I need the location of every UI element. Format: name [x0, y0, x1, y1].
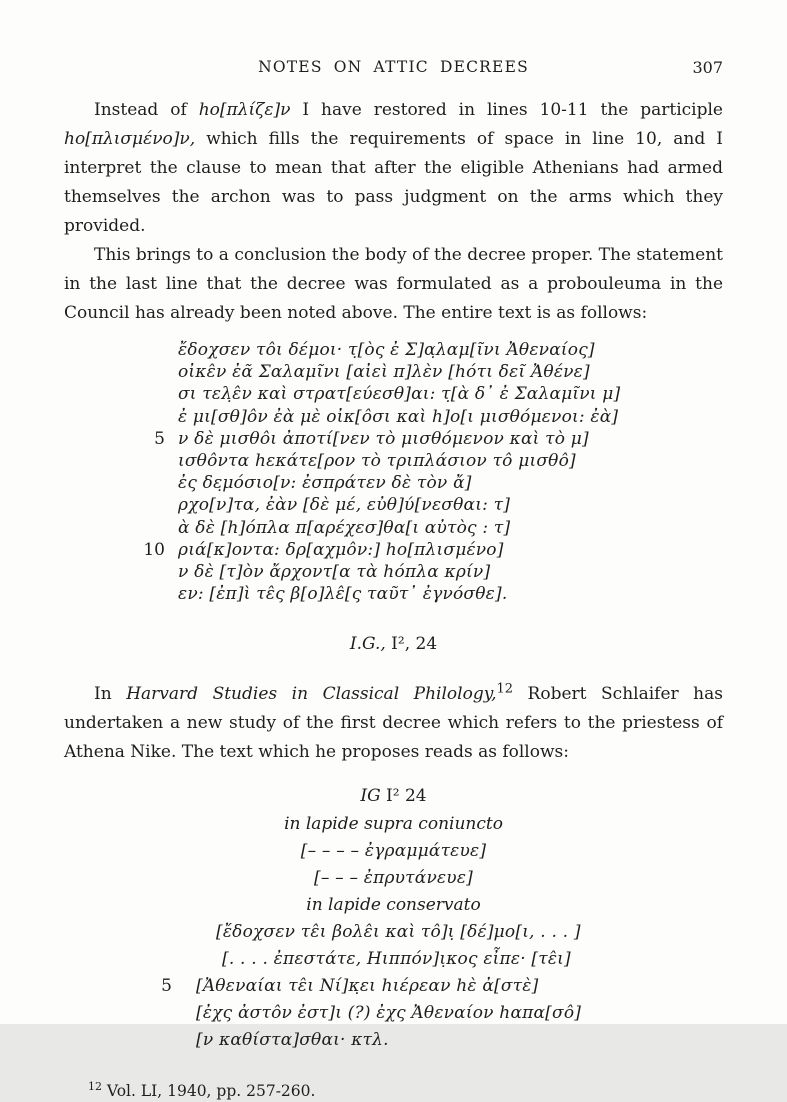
decree-line	[128, 561, 723, 583]
paragraph-conclusion: This brings to a conclusion the body of the decree proper. The statement in the last line that the decree was formulated as a probouleuma in the Council has already been noted above. The entire text is as follows:	[64, 245, 723, 323]
inscription-heading	[64, 781, 723, 811]
line-number: 5	[161, 976, 172, 997]
greek-line-text: σι τελ̣ε̂ν καὶ στρατ[εύεσθ]αι: τ̣[ὰ δ᾽ ἐ Σαλαμῖνι μ]	[178, 384, 621, 405]
heading-roman: I² 24	[380, 786, 427, 807]
greek-line-text: [ἐχς ἀστο̂ν ἐστ]ι (?) ἐχς Ἀθεναίον hαπα[σο̂]	[196, 1002, 582, 1023]
decree-text-block	[128, 339, 723, 605]
lapide-conservato-label: in lapide conservato	[306, 895, 481, 916]
decree-line	[128, 361, 723, 383]
decree-line	[137, 973, 723, 1000]
heading-italic: I.G.,	[349, 634, 386, 655]
greek-line-text: ὰ δὲ [h]όπλα π[αρέχεσ]θα[ι αὐτὸς : τ]	[178, 517, 511, 538]
greek-line-text: [ἔδοχσεν τε̂ι βολε̂ι καὶ το̂]ι̣ [δέ]μο[ι, . . . ]	[216, 922, 581, 943]
line-number	[137, 946, 196, 973]
footnote-text: Vol. LI, 1940, pp. 257-260.	[102, 1082, 316, 1101]
line-number	[128, 339, 178, 361]
decree-line	[128, 472, 723, 494]
paragraph-text: Instead of	[94, 100, 199, 120]
paragraph-text: I have restored in lines 10-11 the participle	[290, 100, 723, 120]
supra-line-1: [– – – – ἐγραμμάτευε]	[300, 841, 487, 862]
line-number: 5	[154, 428, 165, 449]
section-heading-ig-i2-24	[64, 631, 723, 658]
decree-line	[137, 1000, 723, 1027]
conservato-text-block	[137, 919, 723, 1053]
greek-line-text: ν δὲ [τ]ὸν ἄρχοντ[α τὰ hόπλα κρίν]	[178, 562, 491, 583]
greek-line-text: ἐ μι[σθ]ο̂ν ἐὰ μὲ οἰκ[ο̂σι καὶ h]ο[ι μισθόμενοι: ἐὰ]	[178, 406, 619, 427]
paragraph-text: Robert Schlaifer has undertaken a new study of the first decree which refers to the priestess of Athena Nike. The text which he proposes reads as follows:	[64, 684, 723, 763]
greek-line-text: [Ἀθεναίαι τε̂ι Νί]κ̣ει hιέρεαν hὲ ἀ[στὲ]	[196, 976, 539, 997]
line-number	[128, 583, 178, 605]
line-number	[128, 383, 178, 405]
line-number	[128, 361, 178, 383]
decree-line	[128, 406, 723, 428]
page-header	[64, 58, 723, 80]
line-number	[128, 517, 178, 539]
heading-roman: I², 24	[385, 634, 438, 655]
line-number	[128, 494, 178, 516]
greek-inline-hoplismeno: ho[πλισμένο]ν,	[64, 129, 196, 149]
footnote-reference: 12	[496, 681, 514, 697]
decree-line	[128, 383, 723, 405]
greek-line-text: [. . . . ἐπεστάτε, Ηιππόν]ι̣κος εἶπε· [τε̂ι]	[222, 949, 571, 970]
footnote	[64, 1080, 723, 1102]
decree-line	[128, 517, 723, 539]
greek-line-text: ἐς δε̣μόσιο[ν: ἐσπράτεν δὲ τὸν ἄ]	[178, 473, 472, 494]
greek-line-text: οἰκε̂ν ἐᾶ Σαλαμῖνι [αἰεὶ π]λὲν [hότι δεῖ Ἀθένε]	[178, 362, 590, 383]
decree-line	[128, 583, 723, 605]
greek-line-text: ν δὲ μισθο̂ι ἀποτί[νεν τὸ μισθόμενον καὶ τὸ μ]	[178, 428, 589, 449]
line-number	[128, 406, 178, 428]
greek-line-text: ριά[κ]οντα: δρ[αχμο̂ν:] hο[πλισμένο]	[178, 539, 504, 560]
line-number	[137, 1027, 196, 1054]
greek-line-text: [ν καθίστα]σθαι· κτλ.	[196, 1029, 389, 1050]
line-number: 10	[143, 539, 165, 560]
greek-line-text: ρχο[ν]τα, ἐὰν [δὲ μέ, εὐθ]ύ[νεσθαι: τ]	[178, 495, 511, 516]
journal-title: Harvard Studies in Classical Philology,	[126, 684, 497, 705]
decree-line	[128, 450, 723, 472]
decree-line	[137, 919, 723, 946]
paragraph-schlaifer	[64, 680, 723, 767]
page-number: 307	[692, 58, 723, 77]
line-number	[137, 1000, 196, 1027]
decree-line	[128, 494, 723, 516]
decree-line	[128, 339, 723, 361]
decree-line	[137, 1027, 723, 1054]
paragraph-restoration	[64, 96, 723, 241]
decree-line	[128, 428, 723, 450]
running-title: NOTES ON ATTIC DECREES	[258, 58, 529, 76]
lapide-supra-label: in lapide supra coniuncto	[284, 814, 503, 835]
greek-inline-hoplizen: ho[πλίζε]ν	[198, 100, 291, 120]
footnote-marker: 12	[88, 1080, 102, 1094]
supra-line-2: [– – – ἐπρυτάνευε]	[314, 868, 473, 889]
paragraph-text: which fills the requirements of space in line 10, and I interpret the clause to mean that after the eligible Athenians had armed themselves the archon was to pass judgment on the arms which they provided.	[64, 129, 723, 236]
line-number	[137, 919, 196, 946]
greek-line-text: ισθο̂ντα hεκάτε[ρον τὸ τριπλάσιον το̂ μισθο̂]	[178, 451, 576, 472]
paragraph-text: In	[94, 684, 127, 705]
heading-italic: IG	[360, 786, 381, 807]
line-number	[128, 472, 178, 494]
decree-line	[137, 946, 723, 973]
line-number	[128, 450, 178, 472]
line-number	[128, 561, 178, 583]
greek-line-text: εν: [ἐπ]ὶ τε̂ς β[ο]λε̂[ς ταῦτ᾽ ἐγνόσθε].	[178, 584, 508, 605]
decree-line	[128, 539, 723, 561]
greek-line-text: ἔδοχσεν το̂ι δέμοι· τ̣[ὸς ἐ Σ]α̣λαμ[ῖνι Ἀθεναίος]	[178, 340, 595, 360]
